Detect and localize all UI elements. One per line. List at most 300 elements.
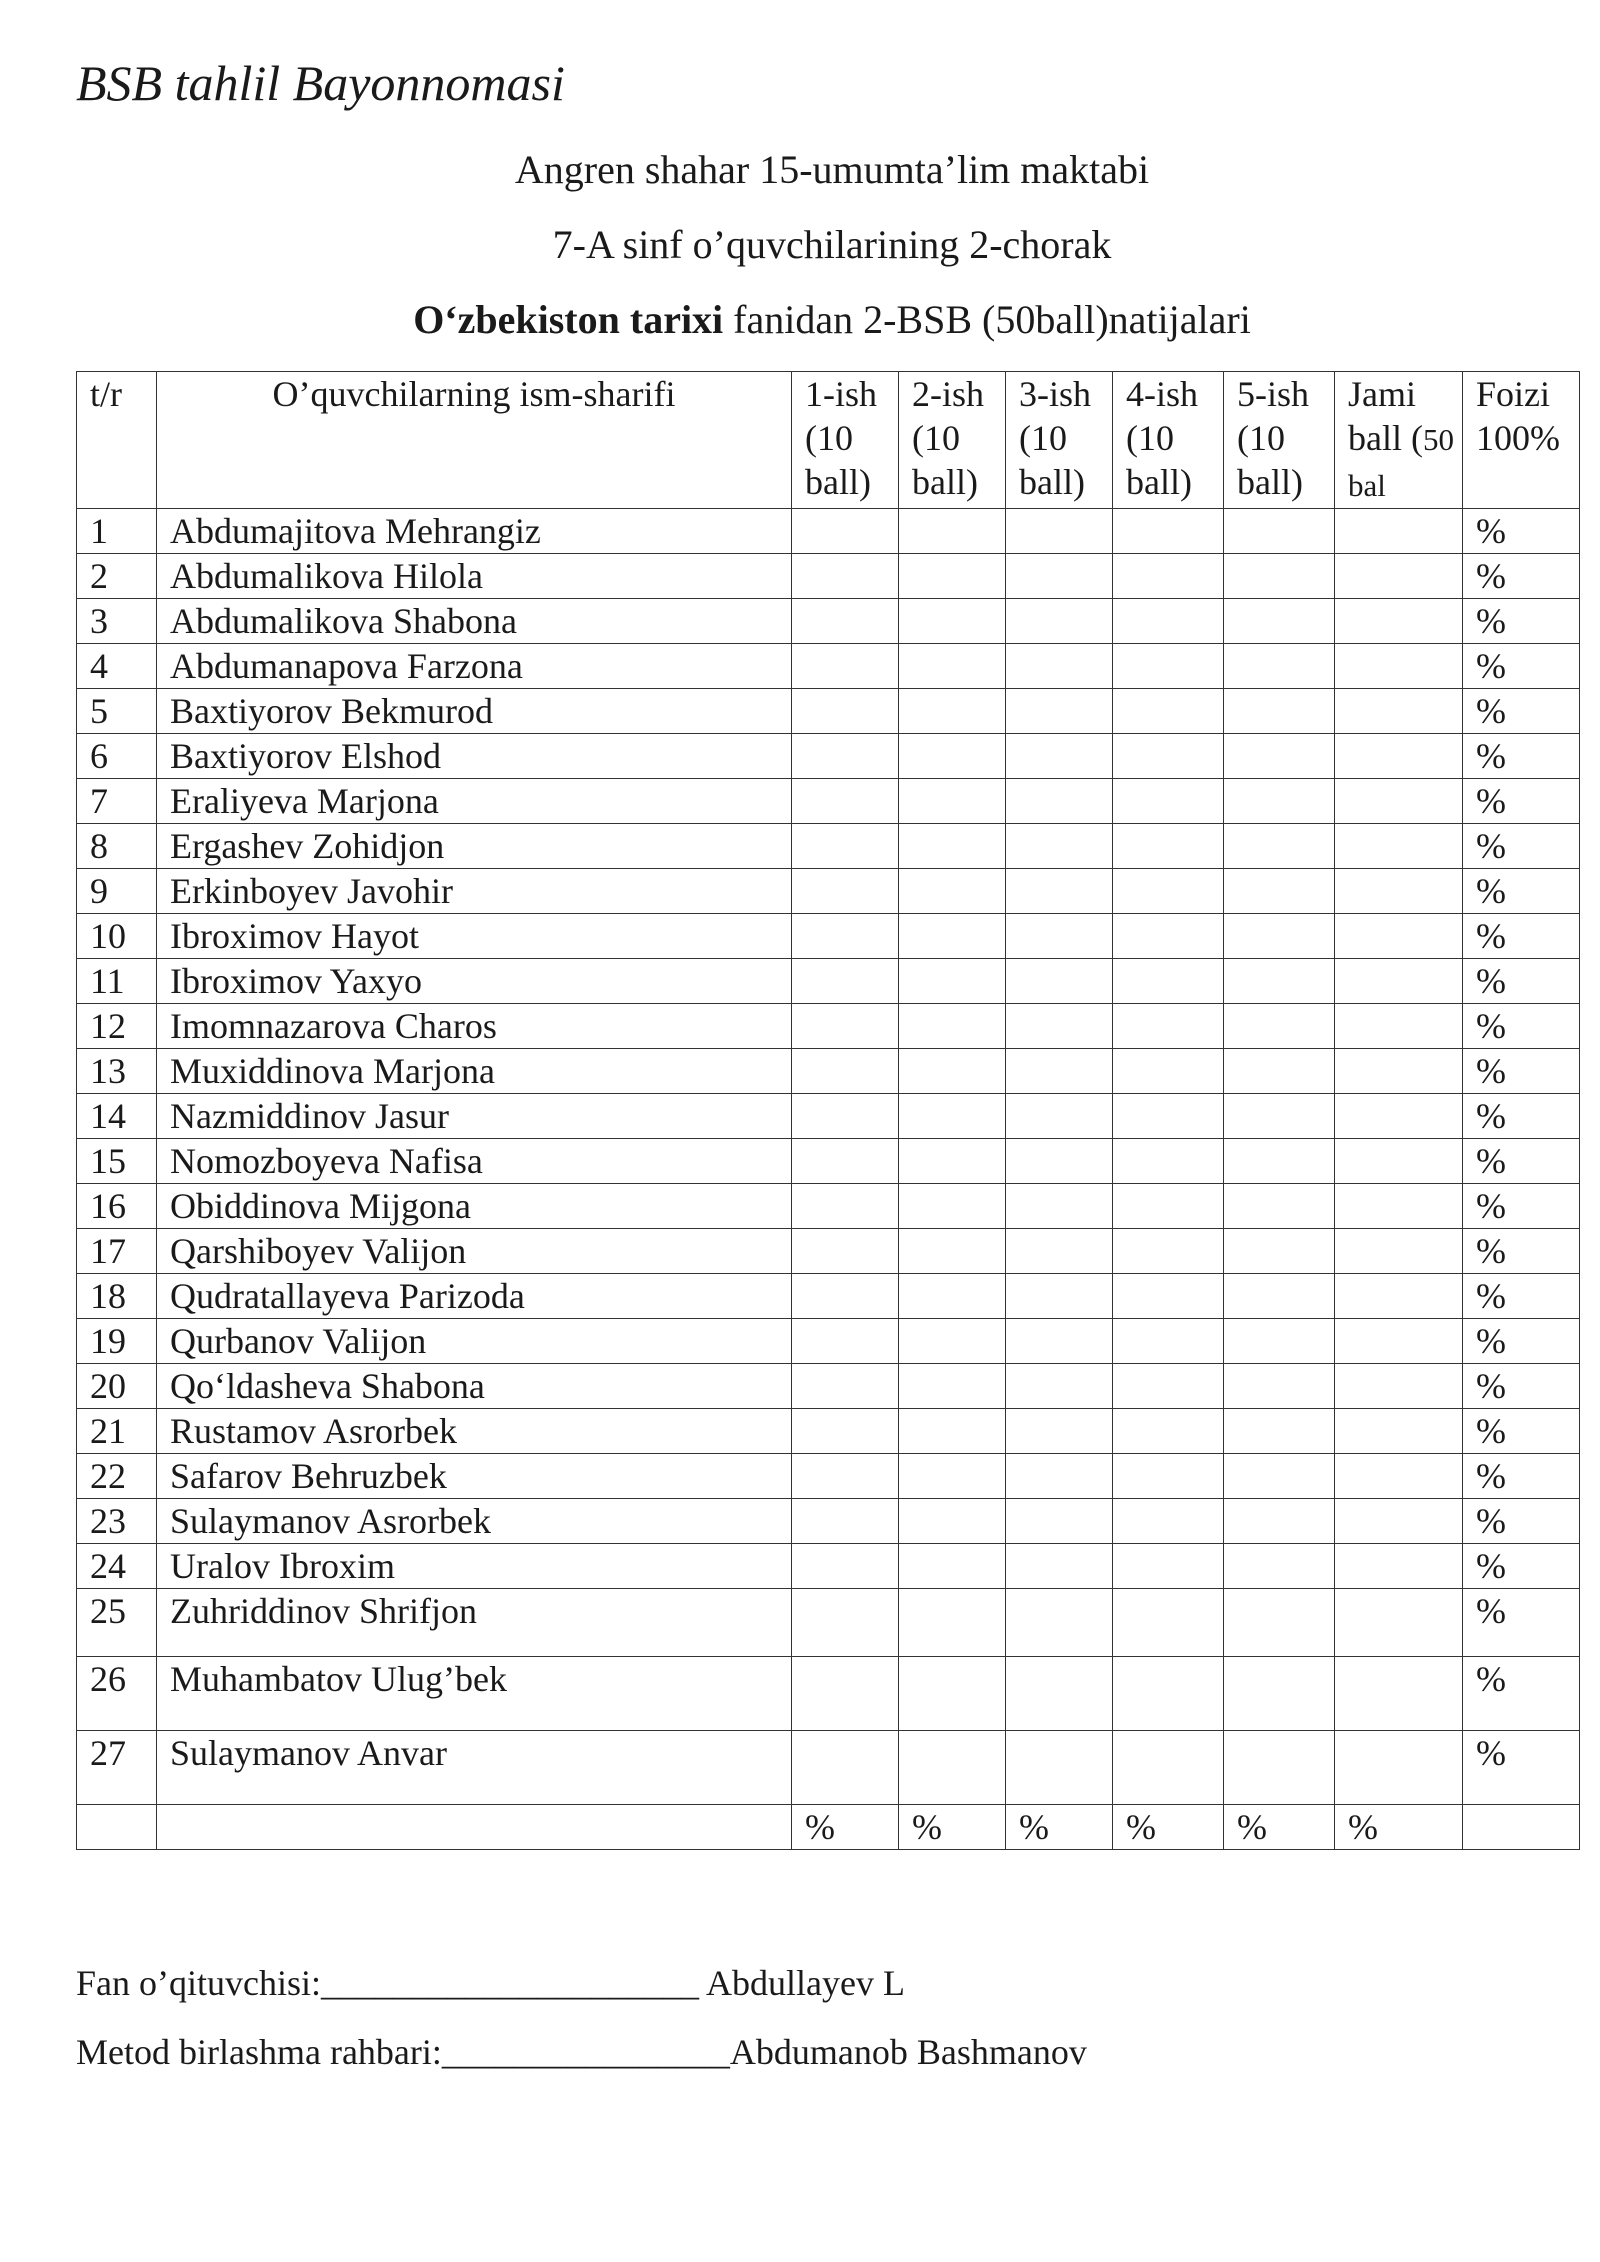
student-name: Muhambatov Ulug’bek — [157, 1657, 792, 1731]
summary-percent-2: % — [899, 1805, 1006, 1850]
percent-cell: % — [1463, 824, 1580, 869]
row-number: 25 — [77, 1589, 157, 1657]
work-5-score-cell — [1224, 1544, 1335, 1589]
student-name: Imomnazarova Charos — [157, 1004, 792, 1049]
row-number: 26 — [77, 1657, 157, 1731]
total-score-cell — [1335, 599, 1463, 644]
row-number: 4 — [77, 644, 157, 689]
work-2-score-cell — [899, 959, 1006, 1004]
work-4-score-cell — [1113, 554, 1224, 599]
header-name: O’quvchilarning ism-sharifi — [157, 372, 792, 509]
student-name: Sulaymanov Asrorbek — [157, 1499, 792, 1544]
summary-percent-1: % — [792, 1805, 899, 1850]
student-name: Rustamov Asrorbek — [157, 1409, 792, 1454]
percent-cell: % — [1463, 644, 1580, 689]
table-row — [77, 1094, 1580, 1139]
row-number: 2 — [77, 554, 157, 599]
row-number: 22 — [77, 1454, 157, 1499]
total-score-cell — [1335, 914, 1463, 959]
header-total-sub: 50 bal — [1348, 422, 1454, 503]
student-name: Qo‘ldasheva Shabona — [157, 1364, 792, 1409]
work-5-score-cell — [1224, 914, 1335, 959]
work-3-score-cell — [1006, 689, 1113, 734]
work-5-score-cell — [1224, 1049, 1335, 1094]
work-3-score-cell — [1006, 1589, 1113, 1657]
work-4-score-cell — [1113, 1544, 1224, 1589]
work-2-score-cell — [899, 1004, 1006, 1049]
table-row — [77, 1589, 1580, 1657]
row-number: 21 — [77, 1409, 157, 1454]
work-1-score-cell — [792, 1731, 899, 1805]
work-1-score-cell — [792, 1657, 899, 1731]
total-score-cell — [1335, 1049, 1463, 1094]
student-name: Nomozboyeva Nafisa — [157, 1139, 792, 1184]
work-3-score-cell — [1006, 1499, 1113, 1544]
table-row — [77, 1454, 1580, 1499]
work-4-score-cell — [1113, 599, 1224, 644]
student-name: Sulaymanov Anvar — [157, 1731, 792, 1805]
work-5-score-cell — [1224, 1657, 1335, 1731]
table-row — [77, 1184, 1580, 1229]
work-1-score-cell — [792, 1409, 899, 1454]
work-1-score-cell — [792, 914, 899, 959]
table-row — [77, 959, 1580, 1004]
work-4-score-cell — [1113, 734, 1224, 779]
teacher-signature-line: Fan o’qituvchisi:_____________________ Abdullayev L — [76, 1963, 905, 2003]
table-row — [77, 1409, 1580, 1454]
work-1-score-cell — [792, 1004, 899, 1049]
work-2-score-cell — [899, 644, 1006, 689]
work-2-score-cell — [899, 734, 1006, 779]
work-3-score-cell — [1006, 869, 1113, 914]
student-name: Ergashev Zohidjon — [157, 824, 792, 869]
work-5-score-cell — [1224, 644, 1335, 689]
work-2-score-cell — [899, 1364, 1006, 1409]
percent-cell: % — [1463, 1409, 1580, 1454]
row-number: 16 — [77, 1184, 157, 1229]
work-3-score-cell — [1006, 1544, 1113, 1589]
row-number: 18 — [77, 1274, 157, 1319]
work-2-score-cell — [899, 779, 1006, 824]
work-2-score-cell — [899, 1731, 1006, 1805]
work-2-score-cell — [899, 1229, 1006, 1274]
percent-cell: % — [1463, 1139, 1580, 1184]
header-work-1: 1-ish (10 ball) — [792, 372, 899, 509]
work-2-score-cell — [899, 1544, 1006, 1589]
total-score-cell — [1335, 509, 1463, 554]
work-1-score-cell — [792, 1094, 899, 1139]
percent-cell: % — [1463, 1004, 1580, 1049]
row-number: 13 — [77, 1049, 157, 1094]
table-row — [77, 779, 1580, 824]
results-table — [76, 371, 1580, 1850]
work-1-score-cell — [792, 689, 899, 734]
table-row — [77, 869, 1580, 914]
work-5-score-cell — [1224, 1454, 1335, 1499]
work-3-score-cell — [1006, 1364, 1113, 1409]
work-4-score-cell — [1113, 1364, 1224, 1409]
work-3-score-cell — [1006, 509, 1113, 554]
work-2-score-cell — [899, 1657, 1006, 1731]
table-row — [77, 554, 1580, 599]
header-total — [1335, 372, 1463, 509]
header-percent: Foizi 100% — [1463, 372, 1580, 509]
header-row — [77, 372, 1580, 509]
table-row — [77, 1229, 1580, 1274]
student-name: Muxiddinova Marjona — [157, 1049, 792, 1094]
work-5-score-cell — [1224, 1409, 1335, 1454]
work-4-score-cell — [1113, 644, 1224, 689]
work-2-score-cell — [899, 1319, 1006, 1364]
work-4-score-cell — [1113, 869, 1224, 914]
work-4-score-cell — [1113, 1731, 1224, 1805]
work-5-score-cell — [1224, 509, 1335, 554]
percent-cell: % — [1463, 1184, 1580, 1229]
total-score-cell — [1335, 869, 1463, 914]
work-3-score-cell — [1006, 1049, 1113, 1094]
work-3-score-cell — [1006, 779, 1113, 824]
work-1-score-cell — [792, 1454, 899, 1499]
work-4-score-cell — [1113, 1004, 1224, 1049]
student-name: Abdumalikova Shabona — [157, 599, 792, 644]
subject-name: O‘zbekiston tarixi — [413, 297, 724, 342]
work-2-score-cell — [899, 1094, 1006, 1139]
work-1-score-cell — [792, 1589, 899, 1657]
work-3-score-cell — [1006, 644, 1113, 689]
work-4-score-cell — [1113, 1184, 1224, 1229]
work-2-score-cell — [899, 1499, 1006, 1544]
summary-row — [77, 1805, 1580, 1850]
total-score-cell — [1335, 1319, 1463, 1364]
table-row — [77, 599, 1580, 644]
work-5-score-cell — [1224, 1589, 1335, 1657]
work-5-score-cell — [1224, 1319, 1335, 1364]
total-score-cell — [1335, 959, 1463, 1004]
table-row — [77, 1499, 1580, 1544]
student-name: Baxtiyorov Bekmurod — [157, 689, 792, 734]
work-2-score-cell — [899, 1139, 1006, 1184]
work-5-score-cell — [1224, 554, 1335, 599]
work-4-score-cell — [1113, 959, 1224, 1004]
subject-line — [0, 297, 1600, 342]
table-row — [77, 734, 1580, 779]
work-5-score-cell — [1224, 1184, 1335, 1229]
summary-percent-4: % — [1113, 1805, 1224, 1850]
summary-number-cell — [77, 1805, 157, 1850]
total-score-cell — [1335, 1004, 1463, 1049]
work-5-score-cell — [1224, 599, 1335, 644]
work-4-score-cell — [1113, 1139, 1224, 1184]
work-1-score-cell — [792, 1319, 899, 1364]
total-score-cell — [1335, 1274, 1463, 1319]
work-3-score-cell — [1006, 734, 1113, 779]
percent-cell: % — [1463, 1731, 1580, 1805]
summary-name-cell — [157, 1805, 792, 1850]
class-line: 7-A sinf o’quvchilarining 2-chorak — [552, 222, 1112, 267]
work-5-score-cell — [1224, 734, 1335, 779]
student-name: Nazmiddinov Jasur — [157, 1094, 792, 1139]
work-3-score-cell — [1006, 1409, 1113, 1454]
row-number: 10 — [77, 914, 157, 959]
work-1-score-cell — [792, 1184, 899, 1229]
total-score-cell — [1335, 1229, 1463, 1274]
percent-cell: % — [1463, 1319, 1580, 1364]
work-1-score-cell — [792, 824, 899, 869]
work-1-score-cell — [792, 509, 899, 554]
table-row — [77, 1319, 1580, 1364]
work-5-score-cell — [1224, 779, 1335, 824]
work-3-score-cell — [1006, 554, 1113, 599]
work-3-score-cell — [1006, 1319, 1113, 1364]
student-name: Obiddinova Mijgona — [157, 1184, 792, 1229]
percent-cell: % — [1463, 1094, 1580, 1139]
student-name: Abdumajitova Mehrangiz — [157, 509, 792, 554]
work-4-score-cell — [1113, 1454, 1224, 1499]
row-number: 24 — [77, 1544, 157, 1589]
student-name: Ibroximov Hayot — [157, 914, 792, 959]
student-name: Erkinboyev Javohir — [157, 869, 792, 914]
work-2-score-cell — [899, 1589, 1006, 1657]
row-number: 17 — [77, 1229, 157, 1274]
work-1-score-cell — [792, 1274, 899, 1319]
work-4-score-cell — [1113, 1049, 1224, 1094]
percent-cell: % — [1463, 689, 1580, 734]
work-3-score-cell — [1006, 1004, 1113, 1049]
row-number: 20 — [77, 1364, 157, 1409]
work-3-score-cell — [1006, 914, 1113, 959]
total-score-cell — [1335, 689, 1463, 734]
student-name: Ibroximov Yaxyo — [157, 959, 792, 1004]
header-work-4: 4-ish (10 ball) — [1113, 372, 1224, 509]
work-1-score-cell — [792, 734, 899, 779]
work-5-score-cell — [1224, 1139, 1335, 1184]
school-line: Angren shahar 15-umumta’lim maktabi — [514, 147, 1150, 192]
header-work-5: 5-ish (10 ball) — [1224, 372, 1335, 509]
work-5-score-cell — [1224, 1364, 1335, 1409]
table-row — [77, 1274, 1580, 1319]
header-work-2: 2-ish (10 ball) — [899, 372, 1006, 509]
row-number: 1 — [77, 509, 157, 554]
row-number: 7 — [77, 779, 157, 824]
table-row — [77, 1657, 1580, 1731]
percent-cell: % — [1463, 914, 1580, 959]
total-score-cell — [1335, 1139, 1463, 1184]
row-number: 11 — [77, 959, 157, 1004]
work-2-score-cell — [899, 599, 1006, 644]
table-row — [77, 914, 1580, 959]
row-number: 14 — [77, 1094, 157, 1139]
percent-cell: % — [1463, 1589, 1580, 1657]
work-4-score-cell — [1113, 1094, 1224, 1139]
work-3-score-cell — [1006, 1184, 1113, 1229]
row-number: 8 — [77, 824, 157, 869]
student-name: Uralov Ibroxim — [157, 1544, 792, 1589]
work-5-score-cell — [1224, 1004, 1335, 1049]
work-2-score-cell — [899, 509, 1006, 554]
work-2-score-cell — [899, 869, 1006, 914]
percent-cell: % — [1463, 1229, 1580, 1274]
total-score-cell — [1335, 734, 1463, 779]
work-1-score-cell — [792, 1364, 899, 1409]
work-1-score-cell — [792, 1049, 899, 1094]
work-4-score-cell — [1113, 779, 1224, 824]
work-5-score-cell — [1224, 1274, 1335, 1319]
table-row — [77, 1364, 1580, 1409]
summary-percent-5: % — [1224, 1805, 1335, 1850]
row-number: 9 — [77, 869, 157, 914]
work-1-score-cell — [792, 599, 899, 644]
total-score-cell — [1335, 1499, 1463, 1544]
total-score-cell — [1335, 554, 1463, 599]
header-total-main: Jami ball ( — [1348, 374, 1423, 458]
percent-cell: % — [1463, 1274, 1580, 1319]
table-row — [77, 1004, 1580, 1049]
percent-cell: % — [1463, 599, 1580, 644]
work-5-score-cell — [1224, 1499, 1335, 1544]
work-3-score-cell — [1006, 1139, 1113, 1184]
total-score-cell — [1335, 1454, 1463, 1499]
work-4-score-cell — [1113, 1589, 1224, 1657]
work-3-score-cell — [1006, 599, 1113, 644]
student-name: Abdumalikova Hilola — [157, 554, 792, 599]
work-4-score-cell — [1113, 824, 1224, 869]
total-score-cell — [1335, 824, 1463, 869]
total-score-cell — [1335, 1544, 1463, 1589]
work-4-score-cell — [1113, 1229, 1224, 1274]
header-number: t/r — [77, 372, 157, 509]
percent-cell: % — [1463, 1499, 1580, 1544]
percent-cell: % — [1463, 1364, 1580, 1409]
table-row — [77, 824, 1580, 869]
table-row — [77, 644, 1580, 689]
row-number: 15 — [77, 1139, 157, 1184]
work-1-score-cell — [792, 644, 899, 689]
work-3-score-cell — [1006, 1229, 1113, 1274]
work-3-score-cell — [1006, 824, 1113, 869]
work-2-score-cell — [899, 1454, 1006, 1499]
work-5-score-cell — [1224, 689, 1335, 734]
student-name: Qudratallayeva Parizoda — [157, 1274, 792, 1319]
header-work-3: 3-ish (10 ball) — [1006, 372, 1113, 509]
student-name: Qurbanov Valijon — [157, 1319, 792, 1364]
table-row — [77, 509, 1580, 554]
work-2-score-cell — [899, 914, 1006, 959]
work-3-score-cell — [1006, 1657, 1113, 1731]
row-number: 12 — [77, 1004, 157, 1049]
table-row — [77, 1049, 1580, 1094]
percent-cell: % — [1463, 1544, 1580, 1589]
table-row — [77, 1139, 1580, 1184]
percent-cell: % — [1463, 959, 1580, 1004]
work-3-score-cell — [1006, 1274, 1113, 1319]
work-3-score-cell — [1006, 959, 1113, 1004]
work-2-score-cell — [899, 689, 1006, 734]
total-score-cell — [1335, 1589, 1463, 1657]
work-1-score-cell — [792, 779, 899, 824]
work-2-score-cell — [899, 824, 1006, 869]
student-name: Zuhriddinov Shrifjon — [157, 1589, 792, 1657]
document-title: BSB tahlil Bayonnomasi — [76, 55, 565, 111]
row-number: 5 — [77, 689, 157, 734]
student-name: Safarov Behruzbek — [157, 1454, 792, 1499]
work-4-score-cell — [1113, 914, 1224, 959]
total-score-cell — [1335, 779, 1463, 824]
student-name: Abdumanapova Farzona — [157, 644, 792, 689]
percent-cell: % — [1463, 554, 1580, 599]
row-number: 23 — [77, 1499, 157, 1544]
row-number: 19 — [77, 1319, 157, 1364]
total-score-cell — [1335, 1364, 1463, 1409]
summary-percent-cell — [1463, 1805, 1580, 1850]
student-name: Qarshiboyev Valijon — [157, 1229, 792, 1274]
work-5-score-cell — [1224, 869, 1335, 914]
work-2-score-cell — [899, 1049, 1006, 1094]
work-4-score-cell — [1113, 1274, 1224, 1319]
percent-cell: % — [1463, 1657, 1580, 1731]
student-name: Eraliyeva Marjona — [157, 779, 792, 824]
total-score-cell — [1335, 1409, 1463, 1454]
work-4-score-cell — [1113, 1657, 1224, 1731]
total-score-cell — [1335, 644, 1463, 689]
work-3-score-cell — [1006, 1094, 1113, 1139]
work-1-score-cell — [792, 959, 899, 1004]
subject-rest: fanidan 2-BSB (50ball)natijalari — [723, 297, 1251, 342]
work-2-score-cell — [899, 554, 1006, 599]
summary-percent-total: % — [1335, 1805, 1463, 1850]
work-4-score-cell — [1113, 1409, 1224, 1454]
work-1-score-cell — [792, 1499, 899, 1544]
row-number: 27 — [77, 1731, 157, 1805]
row-number: 3 — [77, 599, 157, 644]
work-1-score-cell — [792, 1229, 899, 1274]
work-4-score-cell — [1113, 1499, 1224, 1544]
table-row — [77, 1544, 1580, 1589]
work-5-score-cell — [1224, 959, 1335, 1004]
work-1-score-cell — [792, 1544, 899, 1589]
work-1-score-cell — [792, 1139, 899, 1184]
percent-cell: % — [1463, 1454, 1580, 1499]
total-score-cell — [1335, 1657, 1463, 1731]
percent-cell: % — [1463, 779, 1580, 824]
percent-cell: % — [1463, 869, 1580, 914]
total-score-cell — [1335, 1094, 1463, 1139]
percent-cell: % — [1463, 734, 1580, 779]
work-1-score-cell — [792, 869, 899, 914]
work-5-score-cell — [1224, 1094, 1335, 1139]
work-2-score-cell — [899, 1184, 1006, 1229]
row-number: 6 — [77, 734, 157, 779]
table-row — [77, 1731, 1580, 1805]
work-2-score-cell — [899, 1409, 1006, 1454]
student-name: Baxtiyorov Elshod — [157, 734, 792, 779]
work-3-score-cell — [1006, 1731, 1113, 1805]
total-score-cell — [1335, 1184, 1463, 1229]
work-5-score-cell — [1224, 1229, 1335, 1274]
work-5-score-cell — [1224, 1731, 1335, 1805]
work-5-score-cell — [1224, 824, 1335, 869]
table-row — [77, 689, 1580, 734]
work-4-score-cell — [1113, 509, 1224, 554]
head-signature-line: Metod birlashma rahbari:________________Abdumanob Bashmanov — [76, 2032, 1087, 2072]
work-3-score-cell — [1006, 1454, 1113, 1499]
work-2-score-cell — [899, 1274, 1006, 1319]
work-4-score-cell — [1113, 1319, 1224, 1364]
summary-percent-3: % — [1006, 1805, 1113, 1850]
work-4-score-cell — [1113, 689, 1224, 734]
percent-cell: % — [1463, 1049, 1580, 1094]
work-1-score-cell — [792, 554, 899, 599]
percent-cell: % — [1463, 509, 1580, 554]
